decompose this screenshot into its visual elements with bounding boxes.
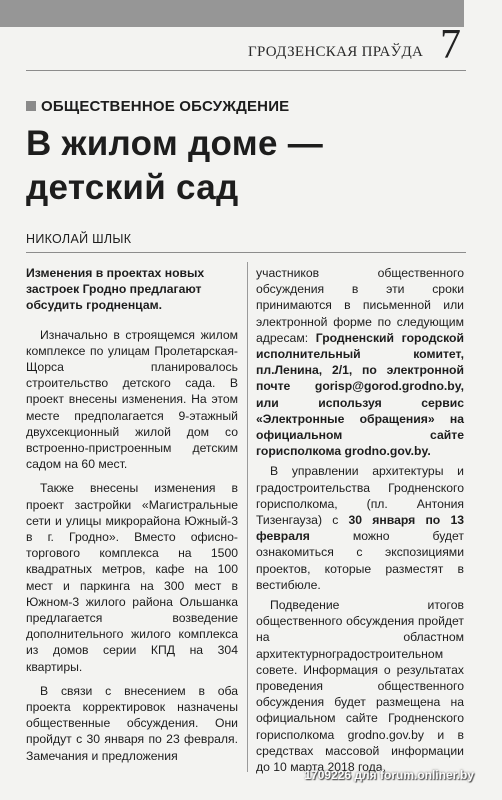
paragraph-2: Также внесены изменения в проект застройки «Магистральные сети и улицы микрорайона Южный-3 в г. Гродно». Вместо офисно-торгового комплекса на 1500 квадратных метров, кафе на 100 мест и паркинга на 300 мест в Южном-3 жилого района Ольшанка предлагается возведение дополнительного жилого комплекса из домов серии КПД на 304 квартиры. (26, 481, 238, 674)
paragraph-1: Изначально в строящемся жилом комплексе по улицам Пролетарская-Щорса планировалось строительство детского сада. В проект внесены изменения. На этом месте предполагается 9-этажный двухсекционный жилой дом со встроенно-пристроенным детским садом на 60 мест. (26, 327, 238, 472)
top-grey-bar (0, 0, 464, 27)
headline-line-1: В жилом доме — (26, 124, 324, 163)
newspaper-name: ГРОДЗЕНСКАЯ ПРАЎДА (248, 44, 424, 60)
column-left (26, 265, 238, 772)
page-number: 7 (440, 22, 461, 68)
exhibition-dates: 30 января по 13 февраля (256, 513, 464, 544)
paragraph-4-text: участников общественного обсуждения в эти сроки принимаются в письменной или электронной форме по следующим адресам: (256, 266, 464, 345)
paragraph-6: Подведение итогов общественного обсуждения пройдет на областном архитектурноградостроительном совете. Информация о результатах проведения общественного обсуждения будет размещена на официальном сайте Гродненского горисполкома grodno.gov.by и в средствах массовой информации до 10 марта 2018 года. (256, 598, 464, 775)
byline-rule (26, 252, 466, 253)
rubric (26, 98, 289, 115)
paragraph-5-start: В управлении архитектуры и градостроительства Гродненского горисполкома, (пл. Антония Тизенгауза) с (256, 464, 464, 528)
column-right (256, 265, 464, 779)
paragraph-3: В связи с внесением в оба проекта корректировок назначены общественные обсуждения. Они пройдут с 30 января по 23 февраля. Замечания и предложения (26, 683, 238, 763)
header-rule (26, 70, 466, 71)
paragraph-5 (256, 463, 464, 593)
column-divider (247, 262, 248, 772)
paragraph-5-end: можно будет ознакомиться с экспозициями проектов, которые разместят в вестибюле. (256, 529, 464, 592)
watermark: 1709226 для forum.onliner.by (304, 768, 474, 782)
square-bullet-icon (26, 101, 36, 111)
author-byline: НИКОЛАЙ ШЛЫК (26, 232, 132, 246)
headline-line-2: детский сад (26, 168, 239, 207)
paragraph-4 (256, 265, 464, 459)
rubric-label: ОБЩЕСТВЕННОЕ ОБСУЖДЕНИЕ (41, 98, 290, 115)
headline (26, 122, 466, 210)
lead-paragraph: Изменения в проектах новых застроек Гродно предлагают обсудить гродненцам. (26, 266, 205, 313)
contact-addresses: Гродненский городской исполнительный комитет, пл.Ленина, 2/1, по электронной почте gorisp@gorod.grodno.by, или используя сервис «Электронные обращения» на официальном сайте горисполкома grodno.gov.by. (256, 330, 464, 459)
